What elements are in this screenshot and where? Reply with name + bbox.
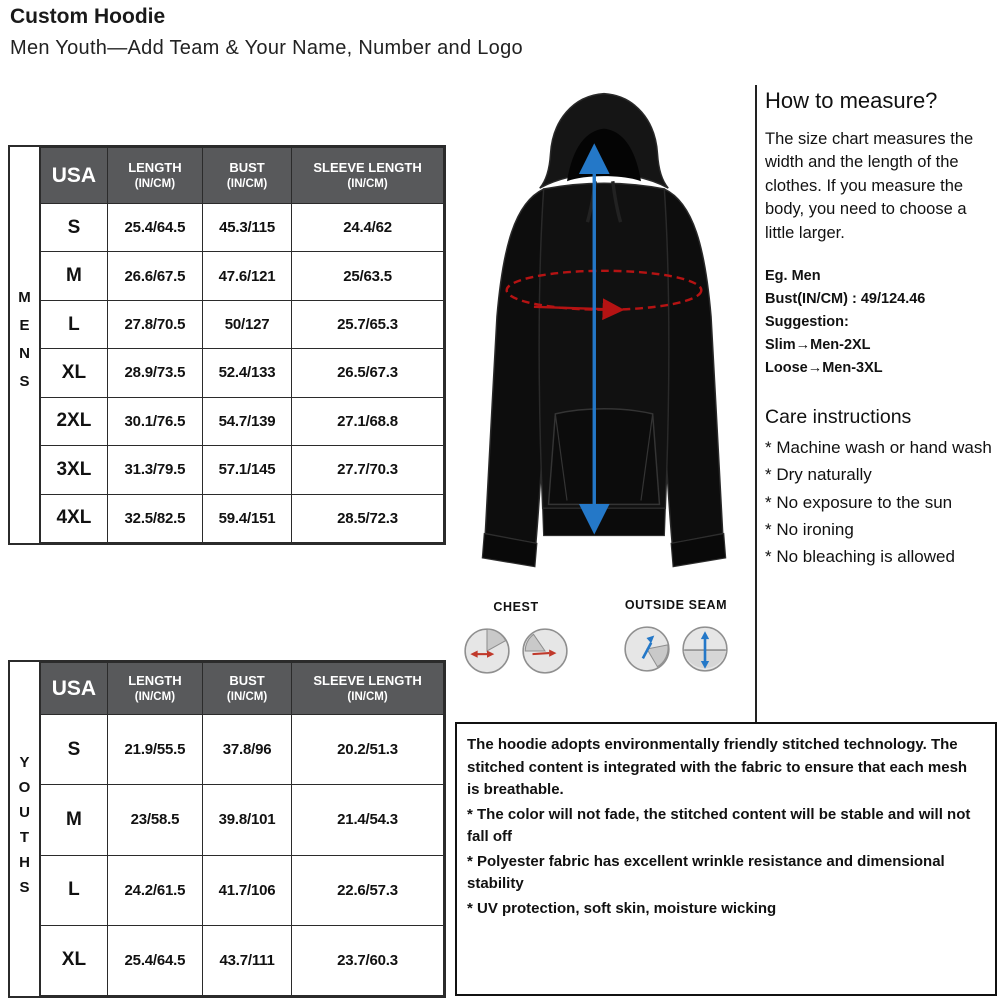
- how-to-measure-body: The size chart measures the width and the length of the clothes. If you measure the body, you need to choose a little larger.: [765, 130, 974, 242]
- care-item: * No ironing: [765, 519, 854, 539]
- size-cell: XL: [41, 925, 108, 995]
- mens-header-row: [41, 148, 444, 204]
- example-line: Suggestion:: [765, 313, 849, 330]
- mens-table-side: [10, 147, 40, 543]
- sleeve-cell: 20.2/51.3: [292, 715, 444, 785]
- table-row: [41, 855, 444, 925]
- mens-table-grid: [40, 147, 444, 543]
- youths-header-row: [41, 663, 444, 715]
- bust-header-unit: (IN/CM): [226, 177, 268, 190]
- outside-seam-measure-group: [606, 598, 746, 674]
- length-header-label: LENGTH: [128, 160, 182, 176]
- bust-cell: 57.1/145: [203, 446, 292, 494]
- feature-paragraph: The hoodie adopts environmentally friendly stitched technology. The stitched content is integrated with the fabric to ensure that each mesh is breathable.: [467, 736, 968, 798]
- bust-cell: 41.7/106: [203, 855, 292, 925]
- table-row: [41, 785, 444, 855]
- page-title: Custom Hoodie: [10, 5, 166, 28]
- sleeve-header-label: SLEEVE LENGTH: [313, 673, 422, 689]
- bust-cell: 50/127: [203, 300, 292, 348]
- sleeve-header-unit: (IN/CM): [347, 690, 388, 703]
- example-line: Eg. Men: [765, 268, 821, 285]
- care-item: * Machine wash or hand wash: [765, 437, 992, 457]
- mens-header-usa: USA: [41, 148, 108, 204]
- length-cell: 25.4/64.5: [107, 204, 202, 252]
- table-row: [41, 349, 444, 397]
- sleeve-cell: 25.7/65.3: [292, 300, 444, 348]
- page-subtitle: Men Youth—Add Team & Your Name, Number and Logo: [10, 37, 523, 59]
- table-row: [41, 446, 444, 494]
- sleeve-header-unit: (IN/CM): [347, 177, 388, 190]
- size-cell: 3XL: [41, 446, 108, 494]
- table-row: [41, 300, 444, 348]
- youths-table-grid: [40, 662, 444, 996]
- vertical-divider: [755, 85, 757, 722]
- sleeve-header-label: SLEEVE LENGTH: [313, 160, 422, 176]
- sleeve-cell: 25/63.5: [292, 252, 444, 300]
- table-row: [41, 715, 444, 785]
- bust-header-label: BUST: [229, 160, 265, 176]
- care-item: * No exposure to the sun: [765, 492, 953, 512]
- length-cell: 32.5/82.5: [107, 494, 202, 542]
- bust-cell: 52.4/133: [203, 349, 292, 397]
- care-instructions-title: Care instructions: [765, 405, 912, 428]
- bust-cell: 59.4/151: [203, 494, 292, 542]
- size-cell: 4XL: [41, 494, 108, 542]
- length-cell: 21.9/55.5: [107, 715, 202, 785]
- chest-measure-icon-a: [462, 626, 512, 676]
- chest-label: CHEST: [493, 600, 539, 614]
- size-cell: 2XL: [41, 397, 108, 445]
- length-cell: 30.1/76.5: [107, 397, 202, 445]
- feature-paragraph: * Polyester fabric has excellent wrinkle resistance and dimensional stability: [467, 852, 945, 892]
- youths-header-length: [107, 663, 202, 715]
- size-cell: S: [41, 204, 108, 252]
- sizing-example: [765, 265, 997, 380]
- length-cell: 26.6/67.5: [107, 252, 202, 300]
- product-features-box: [455, 722, 997, 996]
- hoodie-illustration: [458, 86, 750, 586]
- how-to-measure-panel: [765, 88, 997, 574]
- sleeve-cell: 23.7/60.3: [292, 925, 444, 995]
- size-cell: M: [41, 785, 108, 855]
- table-row: [41, 494, 444, 542]
- bust-cell: 47.6/121: [203, 252, 292, 300]
- youths-header-sleeve: [292, 663, 444, 715]
- length-cell: 31.3/79.5: [107, 446, 202, 494]
- mens-size-table: [8, 145, 446, 545]
- hoodie-diagram: [458, 86, 750, 586]
- example-line: Slim→Men-2XL: [765, 336, 871, 353]
- youths-table-side: [10, 662, 40, 996]
- care-instructions-list: [765, 437, 997, 569]
- bust-cell: 43.7/111: [203, 925, 292, 995]
- sleeve-cell: 27.1/68.8: [292, 397, 444, 445]
- sleeve-cell: 24.4/62: [292, 204, 444, 252]
- sleeve-cell: 27.7/70.3: [292, 446, 444, 494]
- length-cell: 28.9/73.5: [107, 349, 202, 397]
- table-row: [41, 397, 444, 445]
- care-item: * Dry naturally: [765, 465, 872, 485]
- youths-size-table: [8, 660, 446, 998]
- youths-header-bust: [203, 663, 292, 715]
- table-row: [41, 252, 444, 300]
- size-cell: S: [41, 715, 108, 785]
- how-to-measure-title: How to measure?: [765, 88, 938, 113]
- bust-cell: 45.3/115: [203, 204, 292, 252]
- sleeve-cell: 28.5/72.3: [292, 494, 444, 542]
- example-line: Bust(IN/CM) : 49/124.46: [765, 291, 926, 308]
- table-row: [41, 204, 444, 252]
- mens-table-label: MENS: [16, 289, 33, 401]
- bust-cell: 39.8/101: [203, 785, 292, 855]
- feature-paragraph: * UV protection, soft skin, moisture wicking: [467, 899, 777, 917]
- length-header-unit: (IN/CM): [134, 177, 176, 190]
- example-line: Loose→Men-3XL: [765, 359, 883, 376]
- bust-header-unit: (IN/CM): [226, 690, 268, 703]
- sleeve-cell: 21.4/54.3: [292, 785, 444, 855]
- size-cell: L: [41, 855, 108, 925]
- mens-header-length: [107, 148, 202, 204]
- youths-header-usa: USA: [41, 663, 108, 715]
- length-cell: 23/58.5: [107, 785, 202, 855]
- bust-cell: 37.8/96: [203, 715, 292, 785]
- size-cell: M: [41, 252, 108, 300]
- care-item: * No bleaching is allowed: [765, 547, 955, 567]
- length-header-label: LENGTH: [128, 673, 182, 689]
- length-header-unit: (IN/CM): [134, 690, 176, 703]
- length-cell: 25.4/64.5: [107, 925, 202, 995]
- length-cell: 27.8/70.5: [107, 300, 202, 348]
- length-cell: 24.2/61.5: [107, 855, 202, 925]
- size-cell: L: [41, 300, 108, 348]
- table-row: [41, 925, 444, 995]
- sleeve-cell: 26.5/67.3: [292, 349, 444, 397]
- mens-header-bust: [203, 148, 292, 204]
- chest-measure-icon-b: [520, 626, 570, 676]
- sleeve-cell: 22.6/57.3: [292, 855, 444, 925]
- mens-header-sleeve: [292, 148, 444, 204]
- seam-measure-icon-b: [680, 624, 730, 674]
- bust-cell: 54.7/139: [203, 397, 292, 445]
- seam-measure-icon-a: [622, 624, 672, 674]
- chest-measure-group: [452, 600, 580, 676]
- youths-table-label: YOUTHS: [16, 754, 33, 904]
- outside-seam-label: OUTSIDE SEAM: [624, 598, 728, 612]
- feature-paragraph: * The color will not fade, the stitched content will be stable and will not fall off: [467, 805, 971, 845]
- bust-header-label: BUST: [229, 673, 265, 689]
- size-cell: XL: [41, 349, 108, 397]
